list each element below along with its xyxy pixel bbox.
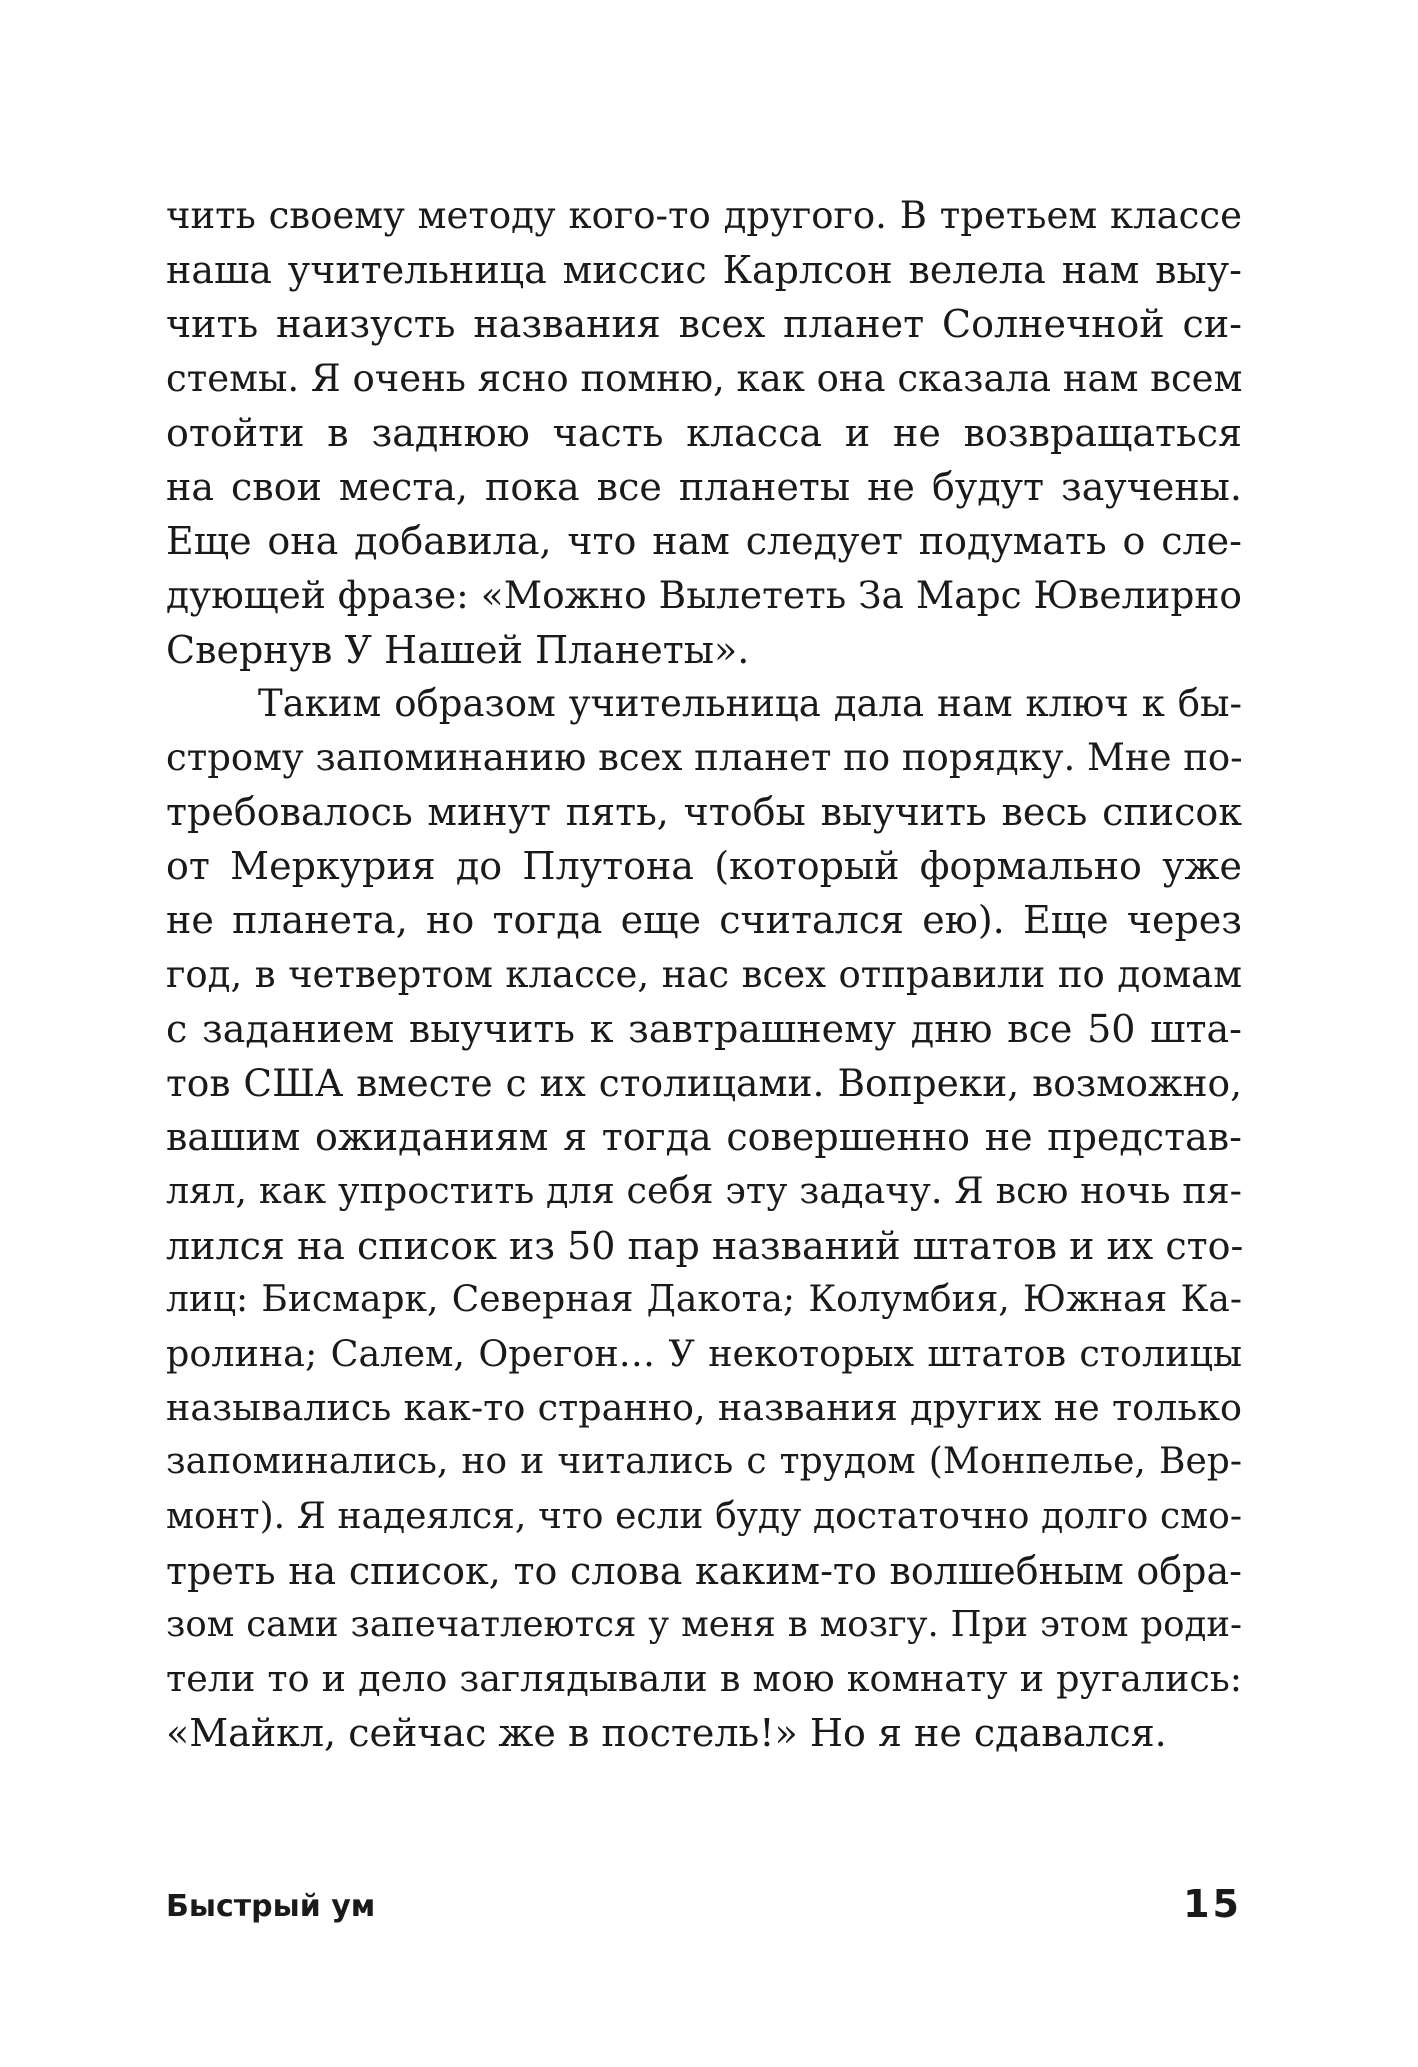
- text-line: наша учительница миссис Карлсон велела нам выу-: [166, 248, 1242, 293]
- text-line: вашим ожиданиям я тогда совершенно не представ-: [166, 1115, 1242, 1160]
- text-line-paragraph-start: Таким образом учительница дала нам ключ к бы-: [258, 681, 1242, 725]
- text-line: дующей фразе: «Можно Вылететь За Марс Ювелирно: [166, 573, 1242, 618]
- footer-book-title: Быстрый ум: [166, 1889, 376, 1924]
- text-line: зом сами запечатлеются у меня в мозгу. При этом роди-: [166, 1603, 1242, 1645]
- text-line: от Меркурия до Плутона (который формально уже: [166, 844, 1242, 889]
- text-line: чить наизусть названия всех планет Солнечной си-: [166, 302, 1242, 347]
- text-line: назывались как-то странно, названия других не только: [166, 1386, 1242, 1430]
- text-line: Еще она добавила, что нам следует подумать о сле-: [166, 519, 1242, 564]
- text-line: тов США вместе с их столицами. Вопреки, возможно,: [166, 1061, 1242, 1105]
- text-line: «Майкл, сейчас же в постель!» Но я не сдавался.: [166, 1711, 1167, 1756]
- text-line: лиц: Бисмарк, Северная Дакота; Колумбия, Южная Ка-: [166, 1278, 1242, 1320]
- text-line: запоминались, но и читались с трудом (Монпелье, Вер-: [166, 1441, 1242, 1483]
- text-line: стемы. Я очень ясно помню, как она сказала нам всем: [166, 356, 1243, 400]
- text-line: тели то и дело заглядывали в мою комнату и ругались:: [166, 1657, 1242, 1701]
- text-line: лился на список из 50 пар названий штатов и их сто-: [166, 1223, 1244, 1268]
- text-line: не планета, но тогда еще считался ею). Еще через: [166, 898, 1242, 943]
- text-line: Свернув У Нашей Планеты».: [166, 627, 750, 672]
- text-line: лял, как упростить для себя эту задачу. Я всю ночь пя-: [166, 1169, 1242, 1213]
- text-line: с заданием выучить к завтрашнему дню все 50 шта-: [166, 1006, 1242, 1051]
- page-number: 15: [1183, 1882, 1242, 1926]
- body-text: [166, 189, 1242, 1760]
- text-line: год, в четвертом классе, нас всех отправили по домам: [166, 952, 1242, 996]
- text-line: чить своему методу кого-то другого. В третьем классе: [166, 194, 1242, 237]
- text-line: монт). Я надеялся, что если буду достаточно долго смо-: [166, 1495, 1242, 1537]
- text-line: требовалось минут пять, чтобы выучить весь список: [166, 790, 1242, 835]
- text-line: отойти в заднюю часть класса и не возвращаться: [166, 410, 1242, 455]
- text-line: ролина; Салем, Орегон… У некоторых штатов столицы: [166, 1331, 1242, 1375]
- text-line: строму запоминанию всех планет по порядку. Мне по-: [166, 735, 1243, 779]
- text-line: на свои места, пока все планеты не будут заучены.: [166, 464, 1242, 509]
- text-line: треть на список, то слова каким-то волшебным обра-: [166, 1548, 1242, 1593]
